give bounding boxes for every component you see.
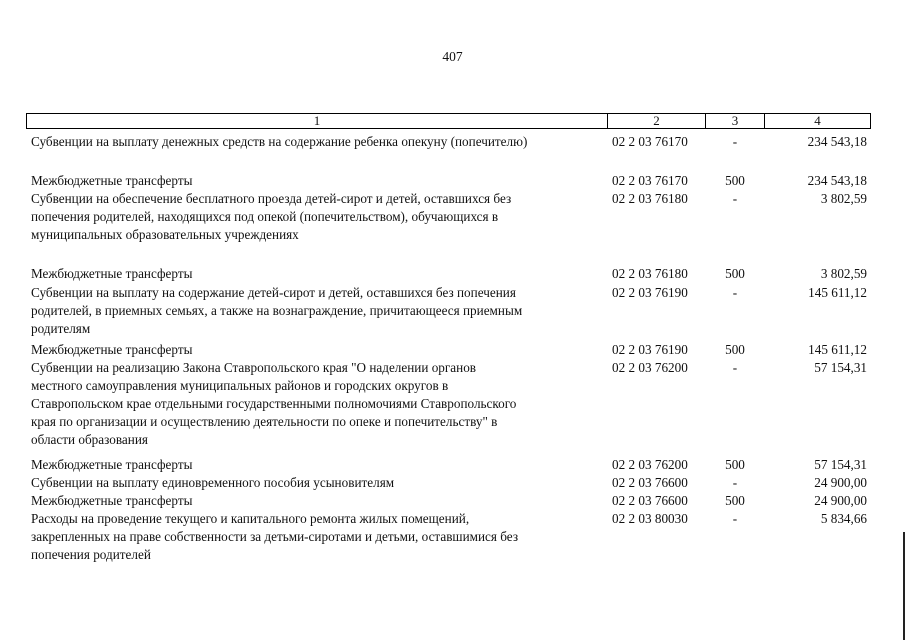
row-name-line: местного самоуправления муниципальных районов и городских округов в bbox=[31, 378, 449, 393]
row-code: 02 2 03 76200 bbox=[612, 457, 688, 472]
row-code: 02 2 03 76180 bbox=[612, 191, 688, 206]
row-type: 500 bbox=[725, 173, 745, 188]
row-name bbox=[31, 133, 601, 151]
row-type: 500 bbox=[725, 266, 745, 281]
row-amount: 24 900,00 bbox=[814, 493, 867, 508]
row-name bbox=[31, 359, 601, 449]
row-amount: 3 802,59 bbox=[820, 266, 867, 281]
header-col-4: 4 bbox=[764, 114, 870, 128]
row-name-line: закрепленных на праве собственности за детьми-сиротами и детьми, оставшимися без bbox=[31, 529, 519, 544]
row-type: - bbox=[732, 475, 738, 490]
row-name bbox=[31, 510, 601, 564]
row-code: 02 2 03 76200 bbox=[612, 360, 688, 375]
row-type: 500 bbox=[725, 457, 745, 472]
row-code: 02 2 03 76190 bbox=[612, 342, 688, 357]
row-code: 02 2 03 76170 bbox=[612, 173, 688, 188]
page-number: 407 bbox=[442, 49, 463, 64]
row-type: - bbox=[732, 134, 738, 149]
header-col-2: 2 bbox=[607, 114, 705, 128]
row-amount: 57 154,31 bbox=[814, 360, 867, 375]
row-name bbox=[31, 474, 601, 492]
row-name-line: Субвенции на выплату денежных средств на содержание ребенка опекуну (попечителю) bbox=[31, 134, 528, 149]
row-name bbox=[31, 284, 601, 338]
row-type: - bbox=[732, 191, 738, 206]
row-name bbox=[31, 492, 601, 510]
row-name-line: Межбюджетные трансферты bbox=[31, 493, 193, 508]
row-type: - bbox=[732, 360, 738, 375]
row-code: 02 2 03 76180 bbox=[612, 266, 688, 281]
row-amount: 24 900,00 bbox=[814, 475, 867, 490]
row-type: 500 bbox=[725, 342, 745, 357]
row-amount: 145 611,12 bbox=[808, 285, 867, 300]
row-name-line: попечения родителей, находящихся под опекой (попечительством), обучающихся в bbox=[31, 209, 499, 224]
row-type: - bbox=[732, 511, 738, 526]
row-type: 500 bbox=[725, 493, 745, 508]
row-name-line: Субвенции на выплату на содержание детей-сирот и детей, оставшихся без попечения bbox=[31, 285, 516, 300]
row-name-line: родителям bbox=[31, 321, 91, 336]
row-name-line: Межбюджетные трансферты bbox=[31, 266, 193, 281]
row-name-line: Расходы на проведение текущего и капитального ремонта жилых помещений, bbox=[31, 511, 470, 526]
row-amount: 145 611,12 bbox=[808, 342, 867, 357]
row-name-line: родителей, в приемных семьях, а также на вознаграждение, причитающееся приемным bbox=[31, 303, 523, 318]
row-name bbox=[31, 172, 601, 190]
row-name-line: области образования bbox=[31, 432, 148, 447]
row-name bbox=[31, 341, 601, 359]
row-amount: 57 154,31 bbox=[814, 457, 867, 472]
row-name-line: Межбюджетные трансферты bbox=[31, 457, 193, 472]
row-amount: 3 802,59 bbox=[820, 191, 867, 206]
row-code: 02 2 03 76600 bbox=[612, 475, 688, 490]
row-amount: 234 543,18 bbox=[807, 173, 867, 188]
header-col-3: 3 bbox=[705, 114, 764, 128]
row-name-line: Межбюджетные трансферты bbox=[31, 173, 193, 188]
row-name-line: Ставропольском крае отдельными государственными полномочиями Ставропольского bbox=[31, 396, 517, 411]
row-name-line: Субвенции на обеспечение бесплатного проезда детей-сирот и детей, оставшихся без bbox=[31, 191, 512, 206]
row-type: - bbox=[732, 285, 738, 300]
row-name bbox=[31, 190, 601, 244]
row-code: 02 2 03 80030 bbox=[612, 511, 688, 526]
row-name-line: Субвенции на реализацию Закона Ставропольского края "О наделении органов bbox=[31, 360, 477, 375]
row-name bbox=[31, 265, 601, 283]
row-name-line: края по организации и осуществлению деятельности по опеке и попечительству" в bbox=[31, 414, 498, 429]
header-col-1: 1 bbox=[313, 113, 321, 128]
row-name-line: Субвенции на выплату единовременного пособия усыновителям bbox=[31, 475, 395, 490]
row-code: 02 2 03 76600 bbox=[612, 493, 688, 508]
table-header bbox=[26, 113, 871, 129]
row-name-line: Межбюджетные трансферты bbox=[31, 342, 193, 357]
row-name-line: попечения родителей bbox=[31, 547, 151, 562]
row-code: 02 2 03 76170 bbox=[612, 134, 688, 149]
row-amount: 5 834,66 bbox=[820, 511, 867, 526]
row-code: 02 2 03 76190 bbox=[612, 285, 688, 300]
row-name-line: муниципальных образовательных учреждениях bbox=[31, 227, 299, 242]
row-name bbox=[31, 456, 601, 474]
row-amount: 234 543,18 bbox=[807, 134, 867, 149]
